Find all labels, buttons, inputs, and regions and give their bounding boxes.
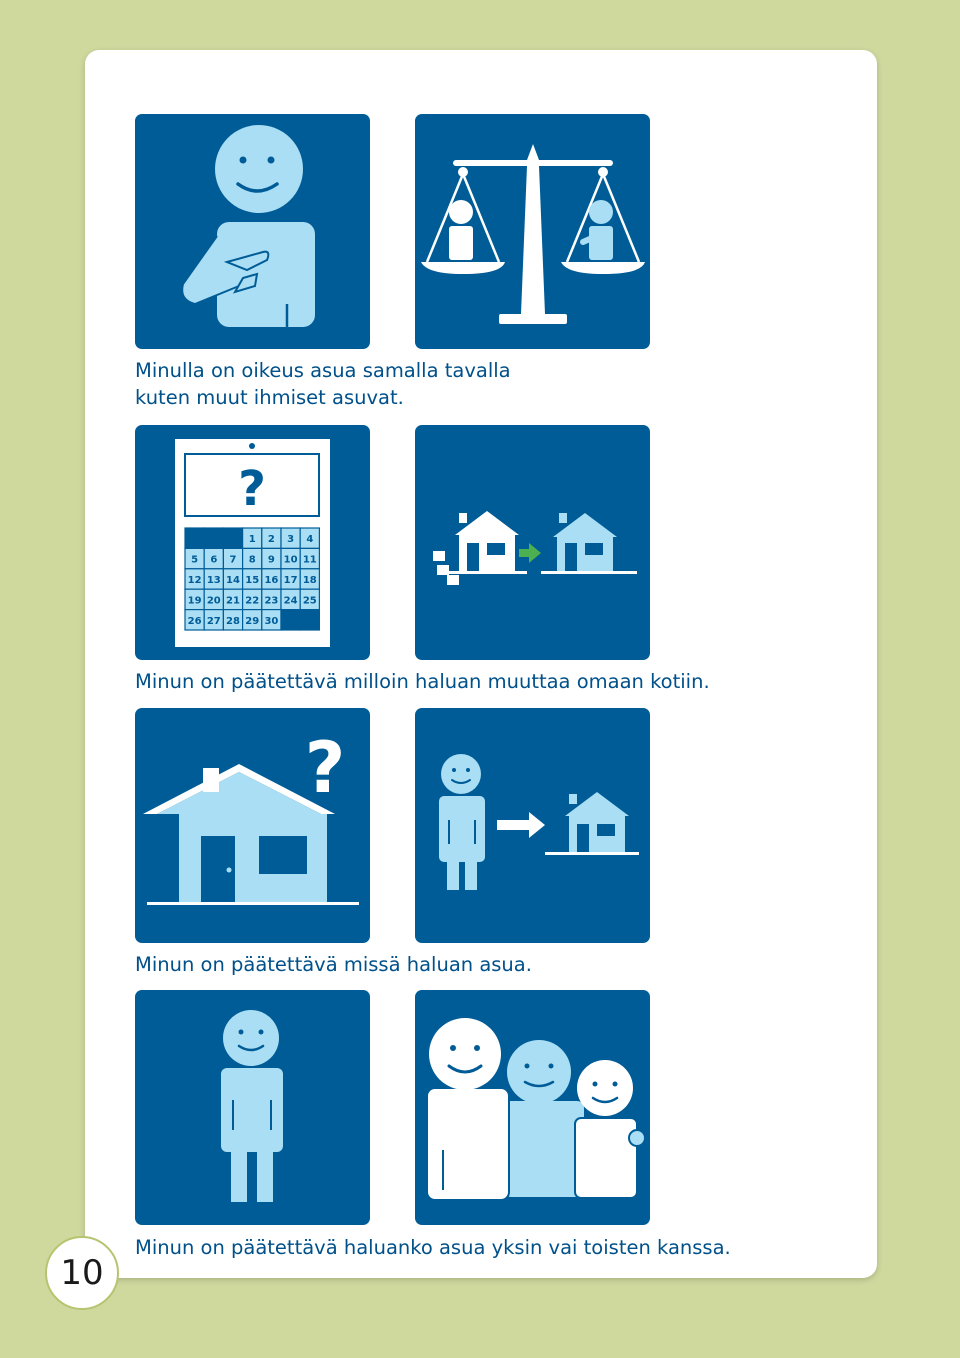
calendar-day-number: 6	[210, 554, 218, 566]
calendar-day-number: 23	[264, 595, 279, 607]
caption-3-line-1: Minun on päätettävä missä haluan asua.	[135, 953, 532, 976]
calendar-question-icon	[135, 425, 370, 660]
group-of-people-icon	[415, 990, 650, 1225]
calendar-day-number: 20	[206, 595, 221, 607]
calendar-day-number: 30	[264, 615, 279, 627]
caption-4	[135, 1234, 731, 1261]
calendar-day-number: 16	[264, 575, 279, 586]
page-number-badge	[45, 1236, 119, 1310]
calendar-day-number: 17	[283, 575, 298, 586]
caption-4-line-1: Minun on päätettävä haluanko asua yksin vai toisten kanssa.	[135, 1236, 731, 1259]
calendar-cell	[204, 528, 223, 548]
calendar-cell	[300, 610, 319, 630]
calendar-day-number: 5	[191, 554, 199, 566]
caption-2-line-1: Minun on päätettävä milloin haluan muuttaa omaan kotiin.	[135, 670, 710, 693]
calendar-day-number: 25	[302, 595, 317, 607]
calendar-day-number: 21	[226, 595, 240, 607]
calendar-day-number: 2	[267, 534, 275, 546]
calendar-day-number: 26	[187, 615, 202, 627]
caption-1-line-2: kuten muut ihmiset asuvat.	[135, 386, 404, 409]
page-number: 10	[60, 1253, 104, 1293]
moving-house-icon	[415, 425, 650, 660]
calendar-day-number: 24	[283, 595, 298, 607]
calendar-day-number: 11	[302, 554, 317, 566]
calendar-day-number: 27	[206, 615, 221, 627]
caption-3	[135, 951, 532, 978]
calendar-day-number: 22	[245, 595, 260, 607]
calendar-day-number: 4	[306, 534, 314, 546]
caption-2	[135, 668, 710, 695]
caption-1-line-1: Minulla on oikeus asua samalla tavalla	[135, 359, 511, 382]
calendar-day-number: 13	[206, 575, 221, 586]
calendar-day-number: 8	[248, 554, 256, 566]
calendar-day-number: 3	[287, 534, 295, 546]
single-person-icon	[135, 990, 370, 1225]
calendar-cell	[185, 528, 204, 548]
calendar-day-number: 18	[302, 575, 317, 586]
calendar-day-number: 14	[226, 575, 240, 586]
calendar-day-number: 9	[267, 554, 275, 566]
house-question-icon	[135, 708, 370, 943]
calendar-grid	[185, 528, 319, 630]
calendar-cell	[281, 610, 300, 630]
question-mark: ?	[304, 727, 346, 809]
person-to-house-icon	[415, 708, 650, 943]
calendar-day-number: 10	[283, 554, 298, 566]
calendar-day-number: 29	[245, 615, 260, 627]
calendar-cell	[223, 528, 242, 548]
calendar-question-mark: ?	[238, 461, 266, 517]
calendar-day-number: 19	[187, 595, 202, 607]
scales-of-equality-icon	[415, 114, 650, 349]
calendar-day-number: 12	[187, 575, 202, 586]
calendar-day-number: 1	[248, 534, 256, 546]
calendar-day-number: 15	[245, 575, 260, 586]
calendar-day-number: 7	[229, 554, 237, 566]
calendar-day-number: 28	[226, 615, 240, 627]
caption-1	[135, 357, 511, 411]
person-pointing-self-icon	[135, 114, 370, 349]
